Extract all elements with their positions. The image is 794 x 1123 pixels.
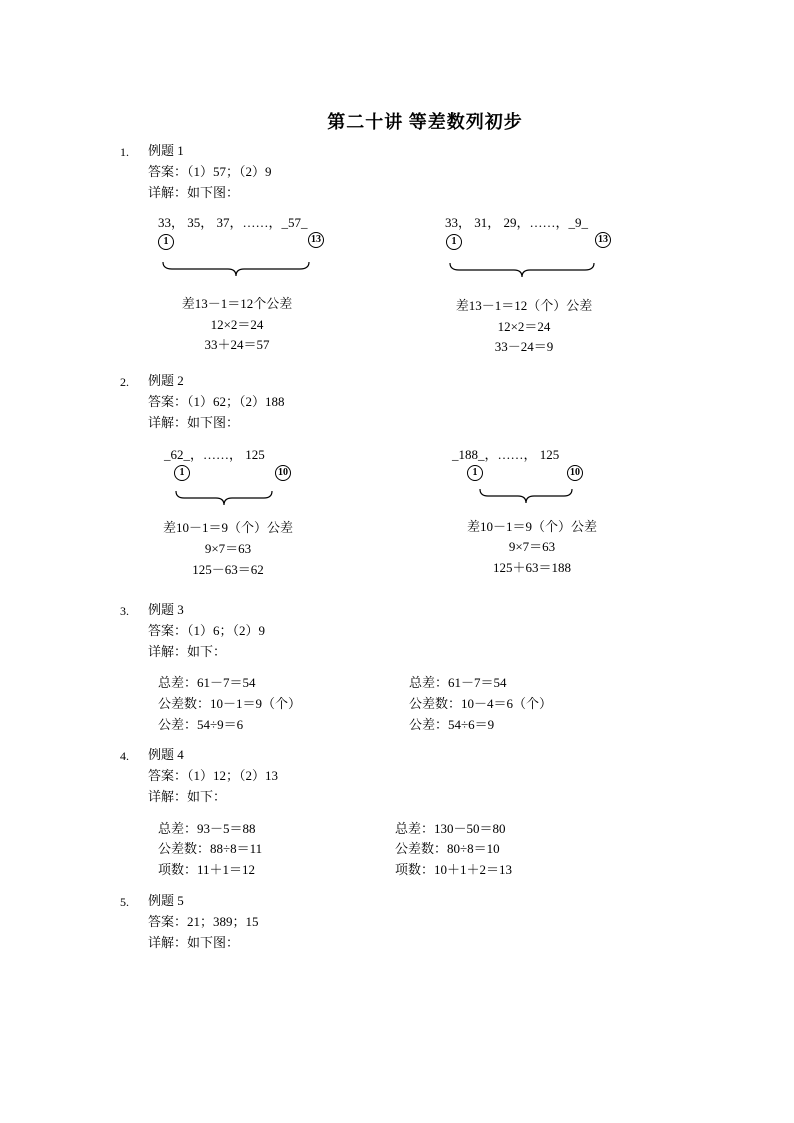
problem-1-answer: 答案：（1）57；（2）9 <box>148 164 272 179</box>
p2-right-brace <box>479 488 573 504</box>
p1-right-line-3: 33－24＝9 <box>494 339 554 354</box>
p3-right-line-2: 公差数：10－4＝6（个） <box>409 696 553 711</box>
p1-right-line-1: 差13－1＝12（个）公差 <box>455 298 593 313</box>
p2-right-line-3: 125＋63＝188 <box>492 560 571 575</box>
p2-left-sequence: _62_，……， 125 <box>164 447 265 462</box>
page-title: 第二十讲 等差数列初步 <box>327 112 523 132</box>
p2-left-last-circle: 10 <box>275 465 291 481</box>
p4-right-line-2: 公差数：80÷8＝10 <box>395 841 500 856</box>
p2-right-line-2: 9×7＝63 <box>508 539 556 554</box>
p1-left-sequence: 33， 35， 37，……，_57_ <box>158 215 308 230</box>
p4-left-line-1: 总差：93－5＝88 <box>158 821 256 836</box>
problem-1-heading: 例题 1 <box>148 143 184 158</box>
problem-5-heading: 例题 5 <box>148 893 184 908</box>
p3-right-line-3: 公差：54÷6＝9 <box>409 717 495 732</box>
problem-3-answer: 答案：（1）6；（2）9 <box>148 623 266 638</box>
p4-right-line-1: 总差：130－50＝80 <box>395 821 506 836</box>
p2-left-line-3: 125－63＝62 <box>192 562 264 577</box>
problem-2-answer: 答案：（1）62；（2）188 <box>148 394 285 409</box>
p1-left-line-2: 12×2＝24 <box>210 317 264 332</box>
p3-left-line-2: 公差数：10－1＝9（个） <box>158 696 302 711</box>
p2-left-brace <box>175 490 273 506</box>
problem-2-number: 2. <box>120 375 129 389</box>
p1-left-line-1: 差13－1＝12个公差 <box>181 296 293 311</box>
p2-left-line-2: 9×7＝63 <box>204 541 252 556</box>
p2-right-first-circle: 1 <box>467 465 483 481</box>
p1-left-last-circle: 13 <box>308 232 324 248</box>
p3-left-line-1: 总差：61－7＝54 <box>158 675 256 690</box>
problem-5-number: 5. <box>120 895 129 909</box>
problem-4-detail: 详解：如下： <box>148 789 227 804</box>
problem-2-heading: 例题 2 <box>148 373 184 388</box>
p4-left-line-2: 公差数：88÷8＝11 <box>158 841 263 856</box>
p2-left-line-1: 差10－1＝9（个）公差 <box>162 520 293 535</box>
p1-right-first-circle: 1 <box>446 234 462 250</box>
p1-left-first-circle: 1 <box>158 234 174 250</box>
p4-left-line-3: 项数：11＋1＝12 <box>158 862 256 877</box>
problem-5-answer: 答案：21；389；15 <box>148 914 259 929</box>
p2-left-first-circle: 1 <box>174 465 190 481</box>
p4-right-line-3: 项数：10＋1＋2＝13 <box>395 862 513 877</box>
problem-1-detail: 详解：如下图： <box>148 185 240 200</box>
p1-right-last-circle: 13 <box>595 232 611 248</box>
p2-right-last-circle: 10 <box>567 465 583 481</box>
problem-3-number: 3. <box>120 604 129 618</box>
problem-1-number: 1. <box>120 145 129 159</box>
problem-4-heading: 例题 4 <box>148 747 184 762</box>
p2-right-sequence: _188_，……， 125 <box>452 447 560 462</box>
p1-left-line-3: 33＋24＝57 <box>204 337 270 352</box>
p1-right-brace <box>449 262 595 278</box>
problem-2-detail: 详解：如下图： <box>148 415 240 430</box>
p2-right-line-1: 差10－1＝9（个）公差 <box>466 519 597 534</box>
p3-right-line-1: 总差：61－7＝54 <box>409 675 507 690</box>
p1-right-sequence: 33， 31， 29，……，_9_ <box>445 215 589 230</box>
problem-4-number: 4. <box>120 749 129 763</box>
problem-3-detail: 详解：如下： <box>148 644 227 659</box>
problem-4-answer: 答案：（1）12；（2）13 <box>148 768 279 783</box>
p1-right-line-2: 12×2＝24 <box>497 319 551 334</box>
problem-3-heading: 例题 3 <box>148 602 184 617</box>
p1-left-brace <box>162 261 310 277</box>
p3-left-line-3: 公差：54÷9＝6 <box>158 717 244 732</box>
problem-5-detail: 详解：如下图： <box>148 935 240 950</box>
